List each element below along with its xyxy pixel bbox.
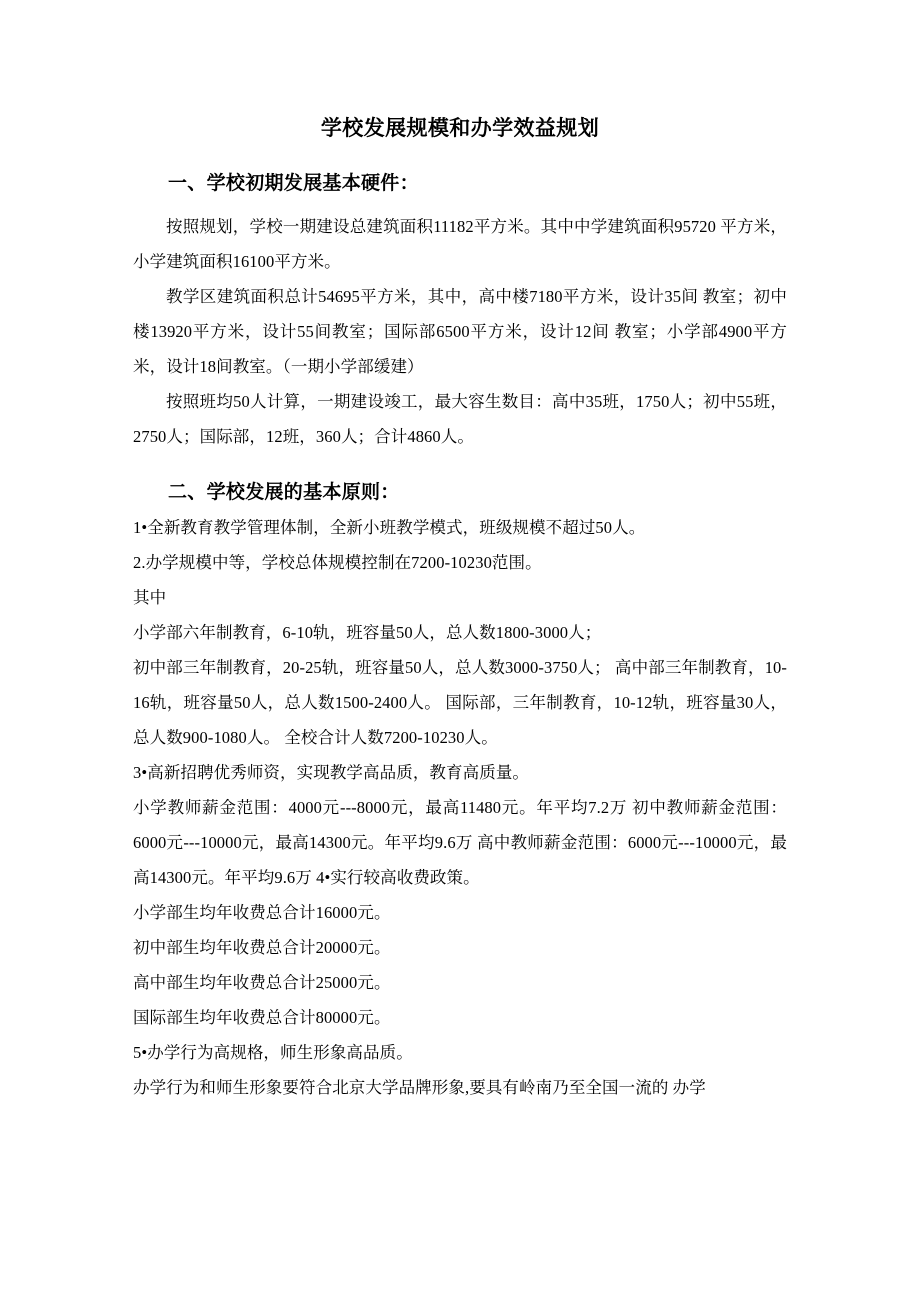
principle-item-2: 2.办学规模中等，学校总体规模控制在7200-10230范围。 (133, 553, 542, 572)
enrollment-secondary: 初中部三年制教育，20-25轨，班容量50人，总人数3000-3750人； 高中部三年制教育，10-16轨，班容量50人，总人数1500-2400人。 国际部，三年制教育，10-12轨，班容量30人，总人数900-1080人。 全校合计人数7200-10230人。 (133, 658, 787, 747)
enrollment-primary: 小学部六年制教育，6-10轨，班容量50人，总人数1800-3000人； (133, 623, 602, 642)
teacher-salary-ranges: 小学教师薪金范围：4000元---8000元，最高11480元。年平均7.2万 初中教师薪金范围：6000元---10000元，最高14300元。年平均9.6万 高中教师薪金范围：6000元---10000元，最高14300元。年平均9.6万 4•实行较高收费政策。 (133, 798, 787, 887)
principle-item-5: 5•办学行为高规格，师生形象高品质。 (133, 1043, 413, 1062)
document-content (133, 0, 787, 1105)
fee-primary: 小学部生均年收费总合计16000元。 (133, 903, 391, 922)
fee-international: 国际部生均年收费总合计80000元。 (133, 1008, 391, 1027)
section-1-paragraph-2: 教学区建筑面积总计54695平方米，其中，高中楼7180平方米，设计35间 教室；初中楼13920平方米，设计55间教室；国际部6500平方米，设计12间 教室；小学部4900平方米，设计18间教室。（一期小学部缓建） (133, 287, 787, 376)
fee-senior: 高中部生均年收费总合计25000元。 (133, 973, 391, 992)
principle-item-1: 1•全新教育教学管理体制，全新小班教学模式，班级规模不超过50人。 (133, 518, 646, 537)
section-heading-2: 二、学校发展的基本原则： (168, 482, 400, 503)
principle-item-3: 3•高新招聘优秀师资，实现教学高品质，教育高质量。 (133, 763, 530, 782)
fee-junior: 初中部生均年收费总合计20000元。 (133, 938, 391, 957)
page-title: 学校发展规模和办学效益规划 (320, 116, 600, 140)
enrollment-intro: 其中 (133, 588, 167, 607)
section-heading-1: 一、学校初期发展基本硬件： (168, 173, 419, 194)
section-1-paragraph-3: 按照班均50人计算，一期建设竣工，最大容生数目：高中35班，1750人；初中55班，2750人；国际部，12班，360人；合计4860人。 (133, 392, 787, 446)
closing-paragraph: 办学行为和师生形象要符合北京大学品牌形象,要具有岭南乃至全国一流的 办学 (133, 1078, 706, 1097)
section-1-paragraph-1: 按照规划，学校一期建设总建筑面积11182平方米。其中中学建筑面积95720 平方米，小学建筑面积16100平方米。 (133, 217, 787, 271)
